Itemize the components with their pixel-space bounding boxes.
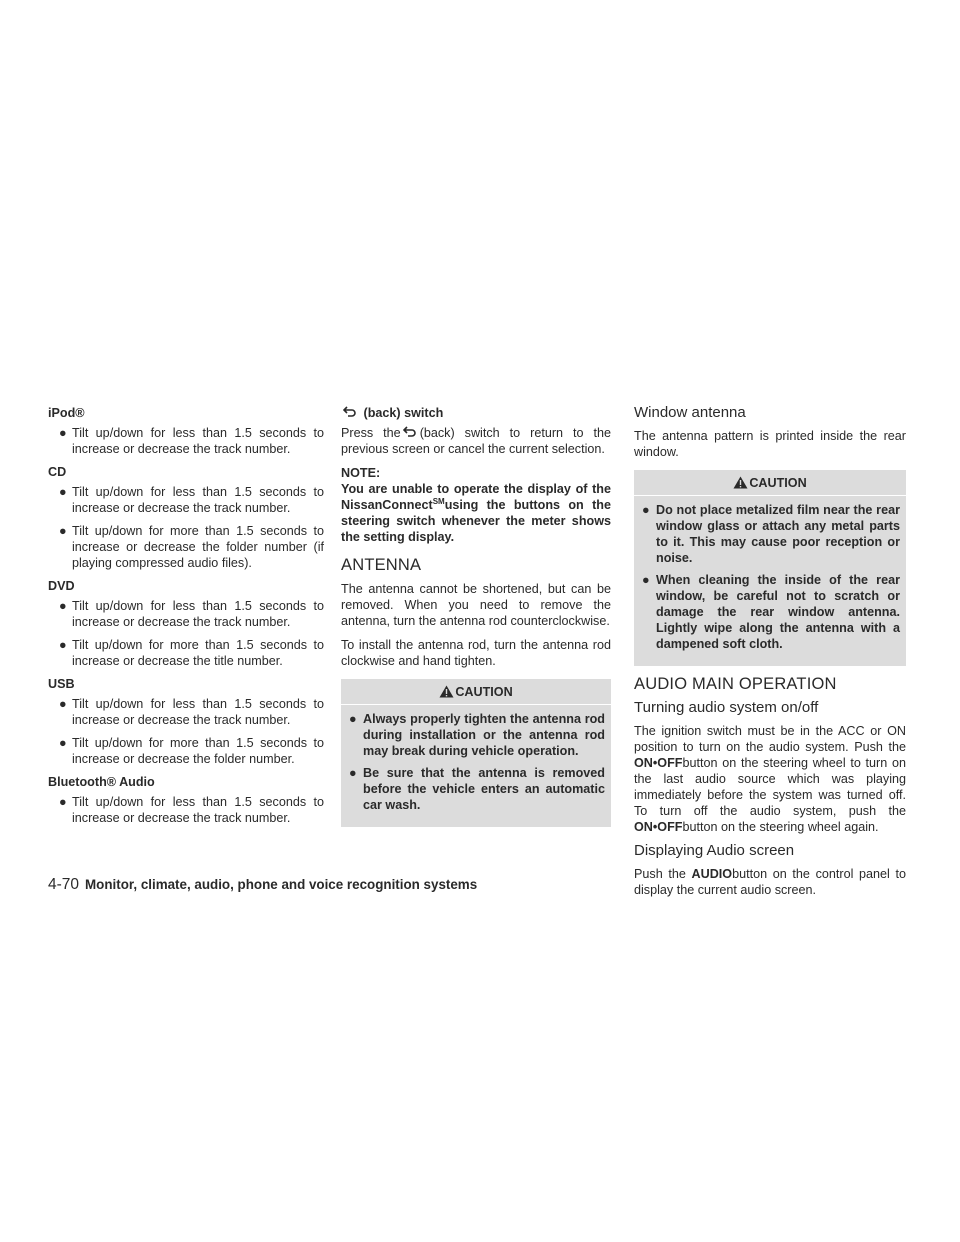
- list-item: [634, 572, 906, 652]
- usb-label: USB: [48, 677, 75, 691]
- list-item: [48, 598, 324, 630]
- list-item-text: Be sure that the antenna is removed before the vehicle enters an automatic car wash.: [363, 766, 605, 812]
- list-item-text: Do not place metalized film near the rear window glass or attach any metal parts to it. This may cause poor reception or noise.: [656, 503, 900, 565]
- list-item: [341, 711, 611, 759]
- displaying-audio-paragraph: [634, 866, 906, 898]
- caution-title: CAUTION: [455, 685, 513, 699]
- list-item-text: Always properly tighten the antenna rod during installation or the antenna rod may break during vehicle operation.: [363, 712, 605, 758]
- ipod-label: iPod®: [48, 406, 85, 420]
- onoff-bold-1: ON•OFF: [634, 756, 683, 770]
- bluetooth-label: Bluetooth® Audio: [48, 775, 155, 789]
- list-item-text: Tilt up/down for more than 1.5 seconds to increase or decrease the title number.: [72, 638, 324, 668]
- bullet-icon: ●: [59, 524, 67, 538]
- antenna-paragraph-1: The antenna cannot be shortened, but can be removed. When you need to remove the antenna, turn the antenna rod counterclockwise.: [341, 582, 611, 628]
- column-left: [48, 405, 324, 833]
- section-title: Monitor, climate, audio, phone and voice recognition systems: [85, 877, 478, 892]
- list-item: [341, 765, 611, 813]
- list-item: [48, 484, 324, 516]
- note-heading: NOTE:: [341, 466, 381, 480]
- column-right: [634, 405, 906, 906]
- bullet-icon: ●: [349, 712, 357, 726]
- list-item-text: Tilt up/down for less than 1.5 seconds to increase or decrease the track number.: [72, 599, 324, 629]
- list-item-text: Tilt up/down for less than 1.5 seconds to increase or decrease the track number.: [72, 795, 324, 825]
- display-text-2: button on the control panel to display the current audio screen.: [634, 867, 906, 897]
- onoff-text-3: button on the steering wheel again.: [682, 820, 879, 834]
- bluetooth-list: [48, 794, 324, 826]
- list-item: [48, 637, 324, 669]
- bullet-icon: ●: [59, 736, 67, 750]
- note-sup: SM: [432, 496, 445, 506]
- bullet-icon: ●: [59, 795, 67, 809]
- column-middle: [341, 405, 611, 837]
- back-switch-paragraph: [341, 425, 611, 457]
- list-item: [48, 735, 324, 767]
- window-caution-list: [634, 502, 906, 652]
- bullet-icon: ●: [59, 426, 67, 440]
- antenna-caution-box: [341, 679, 611, 827]
- audio-main-operation-heading: AUDIO MAIN OPERATION: [634, 675, 837, 693]
- window-caution-box: [634, 470, 906, 666]
- back-arrow-icon: [343, 406, 357, 418]
- antenna-heading: ANTENNA: [341, 556, 422, 574]
- antenna-paragraph-2: To install the antenna rod, turn the antenna rod clockwise and hand tighten.: [341, 638, 611, 668]
- list-item: [48, 696, 324, 728]
- list-item-text: Tilt up/down for more than 1.5 seconds to increase or decrease the folder number (if playing compressed audio files).: [72, 524, 324, 570]
- list-item-text: Tilt up/down for more than 1.5 seconds to increase or decrease the folder number.: [72, 736, 324, 766]
- bullet-icon: ●: [59, 697, 67, 711]
- bullet-icon: ●: [642, 573, 650, 587]
- page-footer: [48, 876, 477, 894]
- back-p-post: (back) switch to return to the previous screen or cancel the current selection.: [341, 426, 611, 456]
- caution-title-2: CAUTION: [749, 476, 807, 490]
- list-item: [48, 523, 324, 571]
- bullet-icon: ●: [59, 638, 67, 652]
- dvd-list: [48, 598, 324, 669]
- caution-heading: [341, 679, 611, 705]
- note-pre: You are unable to operate the display of the NissanConnect: [341, 482, 611, 512]
- cd-list: [48, 484, 324, 571]
- back-switch-label: [341, 405, 611, 421]
- caution-heading-2: [634, 470, 906, 496]
- back-p-pre: Press the: [341, 426, 401, 440]
- turning-on-off-heading: Turning audio system on/off: [634, 699, 819, 716]
- back-switch-label-text: (back) switch: [363, 406, 444, 420]
- note-post: using the buttons on the steering switch whenever the meter shows the setting display.: [341, 498, 611, 544]
- onoff-text-1: The ignition switch must be in the ACC or ON position to turn on the audio system. Push the: [634, 724, 906, 754]
- displaying-audio-heading: Displaying Audio screen: [634, 842, 795, 859]
- note-body: [341, 481, 611, 545]
- bullet-icon: ●: [59, 599, 67, 613]
- list-item-text: Tilt up/down for less than 1.5 seconds to increase or decrease the track number.: [72, 485, 324, 515]
- warning-triangle-icon: [439, 685, 454, 698]
- bullet-icon: ●: [59, 485, 67, 499]
- warning-triangle-icon: [733, 476, 748, 489]
- cd-label: CD: [48, 465, 67, 479]
- list-item-text: When cleaning the inside of the rear window, be careful not to scratch or damage the rear window antenna. Lightly wipe along the antenna with a dampened soft cloth.: [656, 573, 900, 651]
- usb-list: [48, 696, 324, 767]
- display-bold: AUDIO: [691, 867, 733, 881]
- bullet-icon: ●: [349, 766, 357, 780]
- back-arrow-icon-inline: [403, 426, 417, 438]
- turning-on-off-paragraph: [634, 723, 906, 835]
- onoff-text-2: button on the steering wheel to turn on the last audio source which was playing immediately before the system was turned off. To turn off the audio system, push the: [634, 756, 906, 818]
- list-item: [48, 794, 324, 826]
- antenna-caution-list: [341, 711, 611, 813]
- page-number: 4-70: [48, 876, 80, 893]
- list-item-text: Tilt up/down for less than 1.5 seconds to increase or decrease the track number.: [72, 426, 324, 456]
- list-item: [634, 502, 906, 566]
- onoff-bold-2: ON•OFF: [634, 820, 683, 834]
- ipod-list: [48, 425, 324, 457]
- display-text-1: Push the: [634, 867, 686, 881]
- dvd-label: DVD: [48, 579, 75, 593]
- window-antenna-heading: Window antenna: [634, 404, 746, 421]
- window-antenna-paragraph: The antenna pattern is printed inside the rear window.: [634, 429, 906, 459]
- list-item-text: Tilt up/down for less than 1.5 seconds to increase or decrease the track number.: [72, 697, 324, 727]
- bullet-icon: ●: [642, 503, 650, 517]
- list-item: [48, 425, 324, 457]
